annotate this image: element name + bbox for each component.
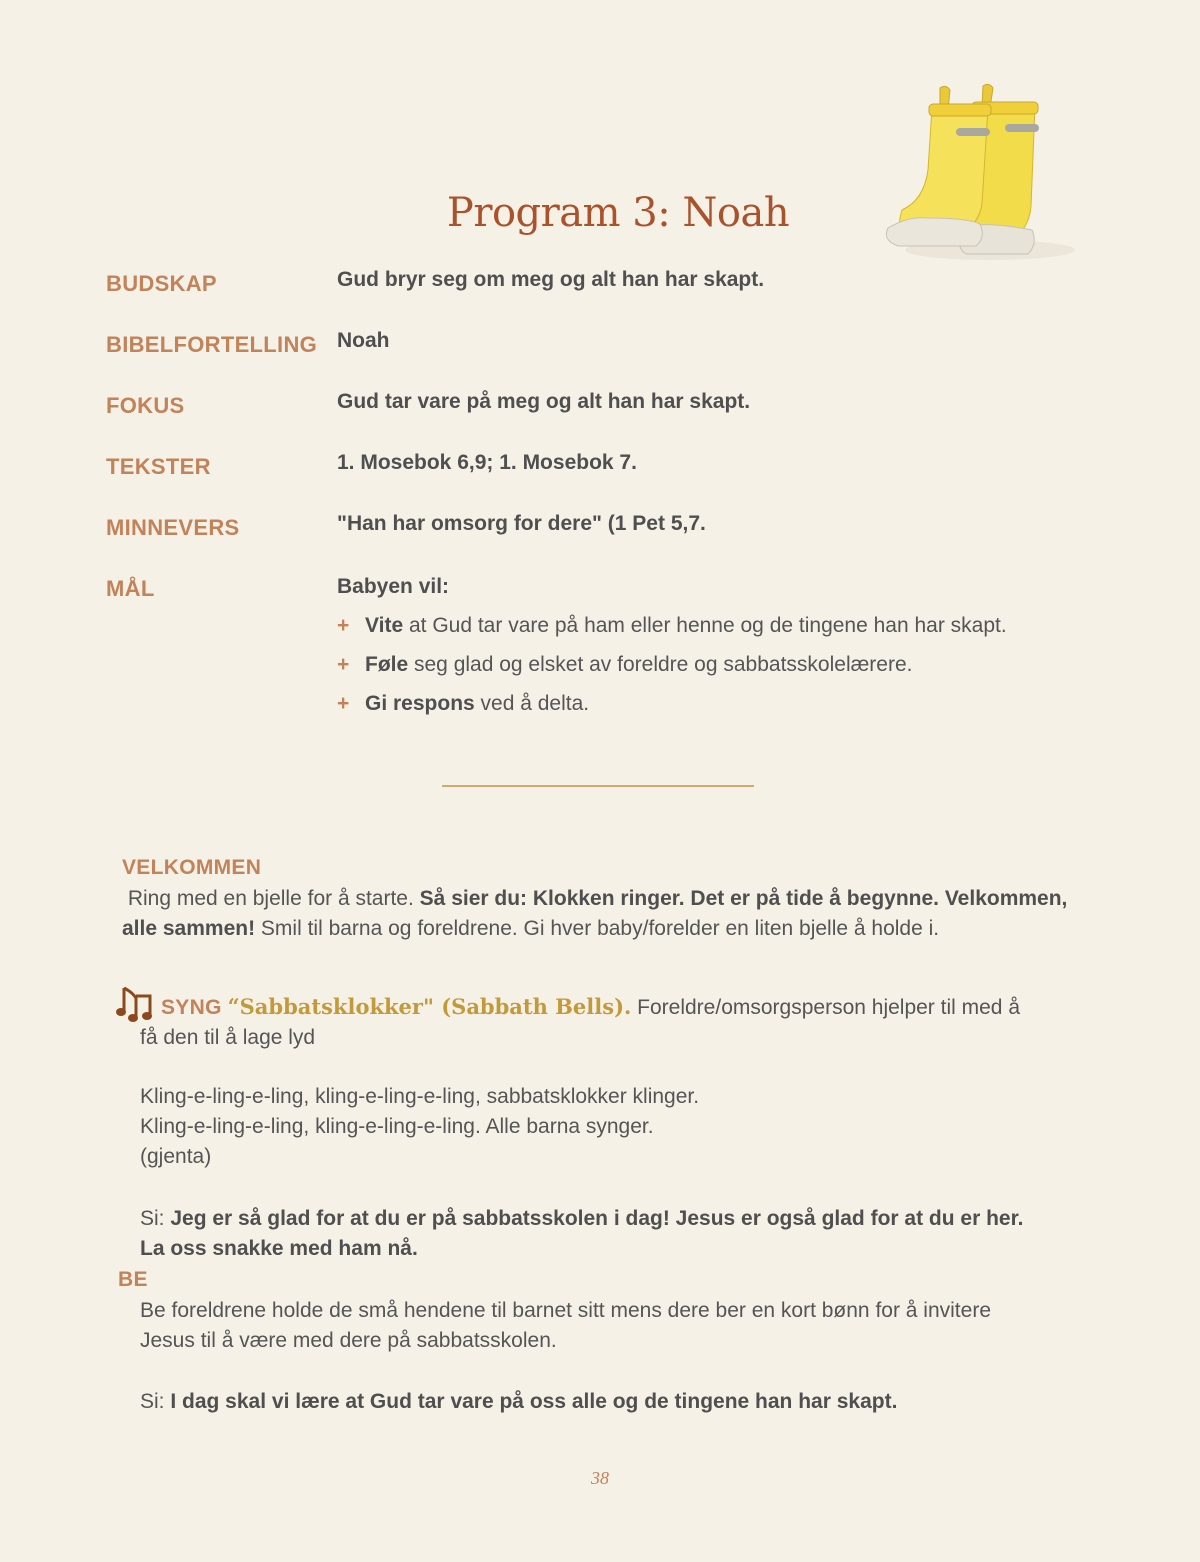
- field-value-bibelfortelling: Noah: [337, 329, 390, 352]
- welcome-heading: VELKOMMEN: [122, 856, 262, 879]
- pray-heading: BE: [118, 1268, 148, 1291]
- pray-text: Be foreldrene holde de små hendene til barnet sitt mens dere ber en kort bønn for å invitere Jesus til å være med dere på sabbatsskolen.: [140, 1299, 991, 1352]
- field-label-tekster: TEKSTER: [106, 454, 211, 479]
- field-label-minnevers: MINNEVERS: [106, 515, 240, 540]
- goals-block: [337, 572, 1017, 718]
- lyric-line: Kling-e-ling-e-ling, kling-e-ling-e-ling, sabbatsklokker klinger.: [140, 1085, 700, 1108]
- say-text-1: Si: Jeg er så glad for at du er på sabbatsskolen i dag! Jesus er også glad for at du er her. La oss snakke med ham nå.: [140, 1207, 1024, 1260]
- song-lyrics: [140, 1082, 1040, 1172]
- goals-heading: Babyen vil:: [337, 575, 450, 598]
- lyric-line: Kling-e-ling-e-ling, kling-e-ling-e-ling. Alle barna synger.: [140, 1115, 654, 1138]
- goal-item: + Føle seg glad og elsket av foreldre og sabbatsskolelærere.: [337, 650, 1017, 679]
- section-divider: [442, 785, 754, 787]
- field-label-mal: MÅL: [106, 576, 155, 601]
- field-label-budskap: BUDSKAP: [106, 271, 217, 296]
- plus-icon: +: [337, 614, 350, 637]
- page-title: Program 3: Noah: [446, 190, 790, 236]
- plus-icon: +: [337, 653, 350, 676]
- song-instruction: SYNG “Sabbatsklokker" (Sabbath Bells). Foreldre/omsorgsperson hjelper til med å få den til å lage lyd: [140, 994, 1021, 1049]
- field-label-fokus: FOKUS: [106, 393, 185, 418]
- lyric-line: (gjenta): [140, 1145, 212, 1168]
- field-value-budskap: Gud bryr seg om meg og alt han har skapt.: [337, 268, 765, 291]
- goal-item: + Gi respons ved å delta.: [337, 689, 1017, 718]
- plus-icon: +: [337, 692, 350, 715]
- field-label-bibelfortelling: BIBELFORTELLING: [106, 332, 318, 357]
- goal-item: + Vite at Gud tar vare på ham eller henne og de tingene han har skapt.: [337, 611, 1017, 640]
- field-value-minnevers: "Han har omsorg for dere" (1 Pet 5,7.: [337, 512, 706, 535]
- welcome-text: Ring med en bjelle for å starte. Så sier du: Klokken ringer. Det er på tide å begynne. Velkommen, alle sammen! Smil til barna og foreldrene. Gi hver baby/forelder en liten bjelle å holde i.: [122, 887, 1068, 940]
- field-value-tekster: 1. Mosebok 6,9; 1. Mosebok 7.: [337, 451, 637, 474]
- field-value-fokus: Gud tar vare på meg og alt han har skapt.: [337, 390, 751, 413]
- page-number: 38: [591, 1468, 609, 1488]
- say-text-2: Si: I dag skal vi lære at Gud tar vare på oss alle og de tingene han har skapt.: [140, 1390, 898, 1413]
